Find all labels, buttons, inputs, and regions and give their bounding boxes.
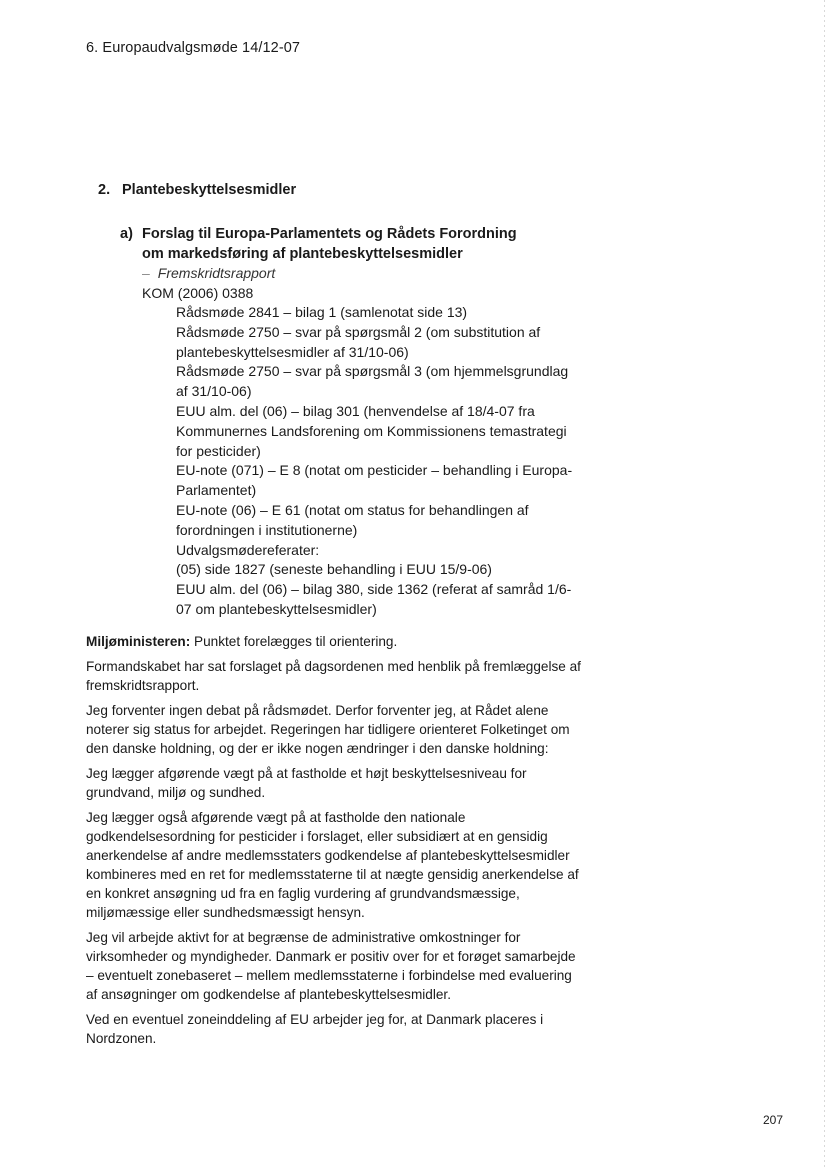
section-title: Plantebeskyttelsesmidler <box>122 182 297 198</box>
reference-item: (05) side 1827 (seneste behandling i EUU 15/9-06) <box>176 561 492 578</box>
body-paragraph: Ved en eventuel zoneinddeling af EU arbejder jeg for, at Danmark placeres i Nordzonen. <box>86 1012 544 1046</box>
reference-item: EUU alm. del (06) – bilag 301 (henvendelse af 18/4-07 fra Kommunernes Landsforening om Kommissionens temastrategi for pesticider) <box>176 402 567 459</box>
body-text <box>86 632 581 1054</box>
subsection-letter: a) <box>120 226 133 242</box>
progress-label: Fremskridtsrapport <box>157 265 276 281</box>
speaker-paragraph <box>86 632 581 651</box>
body-paragraph: Jeg lægger også afgørende vægt på at fastholde den nationale godkendelsesordning for pesticider i forslaget, eller subsidiært at en gensidig anerkendelse af andre medlemsstaters godkendelse af plantebeskyttelsesmidler kombineres med en ret for medlemsstaterne til at nægte gensidig anerkendelse af en konkret ansøgning ud fra en faglig vurdering af grundvandsmæssige, miljømæssige eller sundhedsmæssigt hensyn. <box>86 810 579 920</box>
reference-item: Rådsmøde 2750 – svar på spørgsmål 3 (om hjemmelsgrundlag af 31/10-06) <box>176 363 569 400</box>
speaker-text: Punktet forelægges til orientering. <box>190 634 398 649</box>
subsection-title: Forslag til Europa-Parlamentets og Rådets Forordning om markedsføring af plantebeskyttelsesmidler <box>142 226 517 262</box>
body-paragraph: Jeg forventer ingen debat på rådsmødet. Derfor forventer jeg, at Rådet alene noterer sig status for arbejdet. Regeringen har tidligere orienteret Folketinget om den danske holdning, og der er ikke nogen ændringer i den danske holdning: <box>86 703 570 756</box>
body-paragraph: Jeg vil arbejde aktivt for at begrænse de administrative omkostninger for virksomheder og myndigheder. Danmark er positiv over for et forøget samarbejde – eventuelt zonebaseret – mellem medlemsstaterne i forbindelse med evaluering af ansøgninger om godkendelse af plantebeskyttelsesmidler. <box>86 930 576 1002</box>
section-heading <box>98 182 296 198</box>
page-header: 6. Europaudvalgsmøde 14/12-07 <box>86 40 301 56</box>
progress-dash: – <box>142 265 150 281</box>
reference-item: EU-note (071) – E 8 (notat om pesticider – behandling i Europa-Parlamentet) <box>176 462 573 499</box>
subsection <box>120 224 580 620</box>
reference-list <box>120 303 576 620</box>
subsection-heading <box>120 224 580 264</box>
reference-item: Rådsmøde 2750 – svar på spørgsmål 2 (om substitution af plantebeskyttelsesmidler af 31/10-06) <box>176 323 541 360</box>
kom-reference: KOM (2006) 0388 <box>142 285 254 301</box>
reference-item: EUU alm. del (06) – bilag 380, side 1362 (referat af samråd 1/6-07 om plantebeskyttelsesmidler) <box>176 581 572 617</box>
body-paragraph: Jeg lægger afgørende vægt på at fastholde et højt beskyttelsesniveau for grundvand, miljø og sundhed. <box>86 766 527 800</box>
page-number: 207 <box>763 1113 784 1127</box>
progress-note <box>120 264 580 283</box>
speaker-name: Miljøministeren: <box>86 634 191 649</box>
reference-item: Rådsmøde 2841 – bilag 1 (samlenotat side 13) <box>176 304 468 320</box>
reference-item: EU-note (06) – E 61 (notat om status for behandlingen af forordningen i institutionerne) <box>176 501 529 538</box>
section-number: 2. <box>98 182 111 198</box>
body-paragraph: Formandskabet har sat forslaget på dagsordenen med henblik på fremlæggelse af fremskridtsrapport. <box>86 659 581 693</box>
reference-item: Udvalgsmødereferater: <box>176 541 320 558</box>
